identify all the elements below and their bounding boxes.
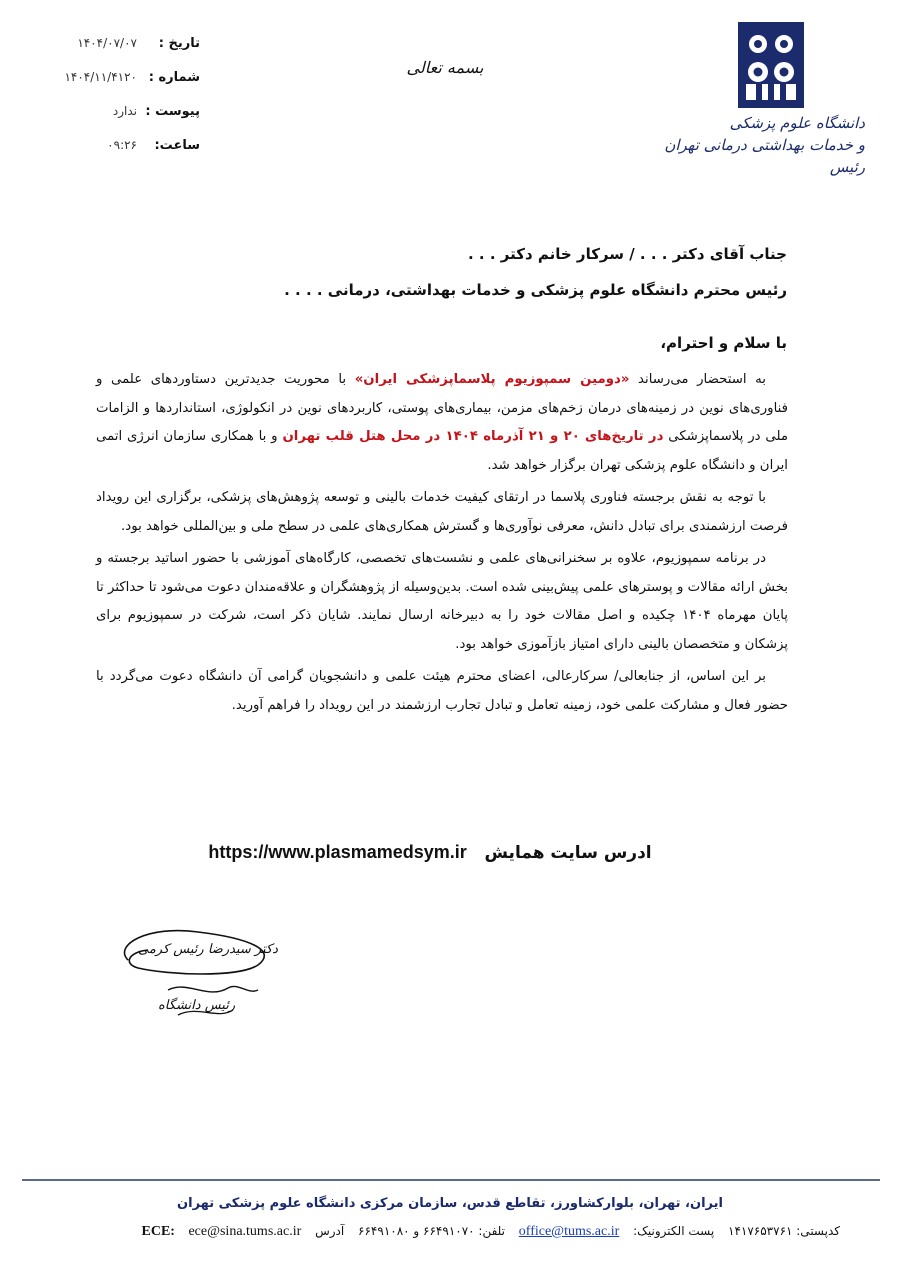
signature <box>108 920 288 1030</box>
recipient-block <box>87 236 787 308</box>
paragraph-2: با توجه به نقش برجسته فناوری پلاسما در ارتقای کیفیت خدمات بالینی و توسعه پژوهش‌های پزشکی، برگزاری این رویداد فرصت ارزشمندی برای تبادل دانش، معرفی نوآوری‌ها و گسترش همکاری‌های علمی در سطح ملی و بین‌المللی خواهد بود. <box>96 490 788 534</box>
number-value: ۱۴۰۴/۱۱/۴۱۲۰ <box>64 70 137 84</box>
phone: تلفن: ۶۶۴۹۱۰۷۰ و ۶۶۴۹۱۰۸۰ <box>358 1224 505 1238</box>
basmala: بسمه تعالی <box>406 58 484 77</box>
footer-address: ایران، تهران، بلوارکشاورز، تقاطع قدس، سازمان مرکزی دانشگاه علوم پزشکی تهران <box>177 1196 723 1211</box>
p1-part2: با محوریت جدیدترین دستاوردهای علمی و فناوری‌های نوین در زمینه‌های درمان زخم‌های مزمن، بیماری‌های پوستی، کاربردهای نوین در انکولوژی، استانداردها و الزامات ملی در پلاسماپزشکی <box>96 372 789 444</box>
postal-code: کدپستی: ۱۴۱۷۶۵۳۷۶۱ <box>728 1224 840 1238</box>
ece-label: آدرس <box>315 1224 345 1238</box>
time-label: ساعت: <box>154 138 200 153</box>
letter-meta <box>40 36 200 172</box>
logo-line-1: دانشگاه علوم پزشکی <box>729 114 865 132</box>
paragraph-4: بر این اساس، از جنابعالی/ سرکارعالی، اعضای محترم هیئت علمی و دانشجویان گرامی آن دانشگاه دعوت می‌گردد با حضور فعال و مشارکت علمی خود، زمینه تعامل و تبادل تجارب ارزشمند در این رویداد را فراهم آورید. <box>96 669 788 713</box>
ece-address <box>142 1224 302 1239</box>
date-row <box>40 36 200 70</box>
p1-part1: به استحضار می‌رساند <box>629 372 766 387</box>
paragraph-1 <box>96 366 788 480</box>
event-date-location: در تاریخ‌های ۲۰ و ۲۱ آذرماه ۱۴۰۴ در محل هتل قلب تهران <box>282 429 664 444</box>
attachment-row <box>40 104 200 138</box>
email-label: پست الکترونیک: <box>633 1224 715 1238</box>
date-value: ۱۴۰۴/۰۷/۰۷ <box>77 36 137 50</box>
email-link[interactable]: office@tums.ac.ir <box>518 1224 620 1239</box>
symposium-title: «دومین سمپوزیوم پلاسماپزشکی ایران» <box>354 372 630 387</box>
greeting: با سلام و احترام، <box>660 334 787 352</box>
signature-title: رئیس دانشگاه <box>158 998 236 1013</box>
conference-site <box>150 842 710 863</box>
ece-prefix: ECE: <box>141 1224 175 1239</box>
date-label: تاریخ : <box>158 36 200 51</box>
footer-contacts <box>70 1224 840 1240</box>
university-logo <box>738 22 804 108</box>
university-name <box>645 112 865 178</box>
time-row <box>40 138 200 172</box>
attachment-value: ندارد <box>112 104 137 118</box>
recipient-line-2: رئیس محترم دانشگاه علوم پزشکی و خدمات بهداشتی، درمانی . . . . <box>284 281 787 299</box>
logo-line-3: رئیس <box>829 158 865 176</box>
signature-name: دکتر سیدرضا رئیس کرمی <box>138 942 278 957</box>
time-value: ۰۹:۲۶ <box>107 138 137 152</box>
ece-email[interactable]: ece@sina.tums.ac.ir <box>188 1224 302 1239</box>
logo-line-2: و خدمات بهداشتی درمانی تهران <box>664 136 865 154</box>
footer-divider <box>22 1179 880 1181</box>
paragraph-3: در برنامه سمپوزیوم، علاوه بر سخنرانی‌های علمی و نشست‌های تخصصی، کارگاه‌های آموزشی با حضور اساتید برجسته و بخش ارائه مقالات و پوسترهای علمی پیش‌بینی شده است. بدین‌وسیله از پژوهشگران و علاقه‌مندان دعوت می‌شود تا حداکثر تا پایان مهرماه ۱۴۰۴ چکیده و اصل مقالات خود را به دبیرخانه ارسال نمایند. شایان ذکر است، شرکت در سمپوزیوم برای پزشکان و متخصصان بالینی دارای امتیاز بازآموزی خواهد بود. <box>96 551 788 652</box>
number-row <box>40 70 200 104</box>
site-label: ادرس سایت همایش <box>484 843 652 863</box>
p1-part3: و با همکاری سازمان انرژی اتمی ایران و دانشگاه علوم پزشکی تهران برگزار خواهد شد. <box>96 429 788 473</box>
letter-body <box>96 366 788 724</box>
recipient-line-1: جناب آقای دکتر . . . / سرکار خانم دکتر . . . <box>468 245 787 263</box>
number-label: شماره : <box>148 70 200 85</box>
site-url-link[interactable]: https://www.plasmamedsym.ir <box>208 842 467 862</box>
attachment-label: پیوست : <box>145 104 200 119</box>
